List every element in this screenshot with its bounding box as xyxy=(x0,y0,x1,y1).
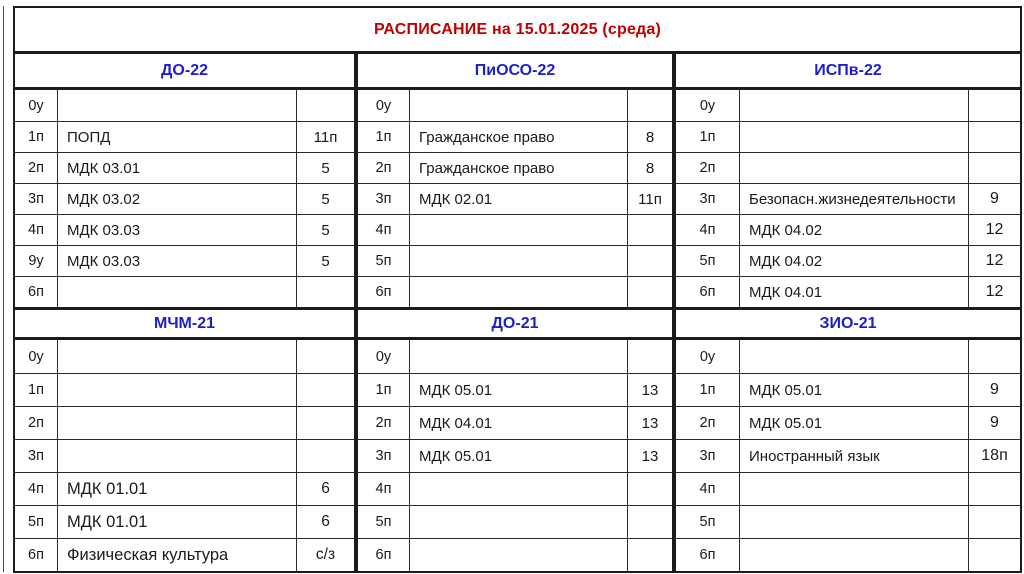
schedule-row xyxy=(358,472,672,505)
period-cell: 0у xyxy=(15,340,58,373)
room-cell: 5 xyxy=(321,252,330,270)
period-cell: 1п xyxy=(358,374,410,406)
subject-cell: МДК 05.01 xyxy=(740,407,969,439)
subject-cell xyxy=(740,473,969,505)
subject-cell xyxy=(58,374,297,406)
period-cell: 6п xyxy=(358,277,410,307)
subject-cell: МДК 04.01 xyxy=(410,407,628,439)
schedule-row xyxy=(676,276,1020,307)
schedule-row xyxy=(358,183,672,214)
subject-cell xyxy=(410,473,628,505)
group-column-ispv-22 xyxy=(672,54,1020,307)
room-cell: 5 xyxy=(321,221,330,239)
period-cell: 5п xyxy=(358,246,410,276)
period-cell: 3п xyxy=(676,440,740,472)
schedule-row xyxy=(15,276,354,307)
subject-cell xyxy=(740,122,969,152)
period-cell: 4п xyxy=(358,473,410,505)
room-cell: 11п xyxy=(313,128,338,146)
period-cell: 3п xyxy=(358,184,410,214)
subject-cell xyxy=(740,90,969,121)
subject-cell: ПОПД xyxy=(58,122,297,152)
schedule-row xyxy=(676,152,1020,183)
schedule-row xyxy=(15,439,354,472)
room-cell xyxy=(969,473,1020,505)
schedule-row xyxy=(15,183,354,214)
period-cell: 5п xyxy=(676,246,740,276)
period-cell: 1п xyxy=(676,122,740,152)
room-cell: 6 xyxy=(321,480,330,497)
subject-cell: МДК 03.02 xyxy=(58,184,297,214)
group-header xyxy=(676,54,1020,90)
schedule-row xyxy=(15,90,354,121)
schedule-row xyxy=(676,373,1020,406)
subject-cell xyxy=(740,506,969,538)
group-header xyxy=(15,54,354,90)
subject-cell: МДК 01.01 xyxy=(58,506,297,538)
schedule-row xyxy=(676,183,1020,214)
period-cell: 0у xyxy=(676,340,740,373)
period-cell: 0у xyxy=(676,90,740,121)
schedule-row xyxy=(676,472,1020,505)
schedule-row xyxy=(358,245,672,276)
subject-cell xyxy=(58,440,297,472)
title-row xyxy=(15,8,1020,54)
subject-cell xyxy=(410,506,628,538)
group-title: ДО-22 xyxy=(161,61,208,79)
schedule-row xyxy=(15,245,354,276)
period-cell: 2п xyxy=(358,407,410,439)
schedule-row xyxy=(676,214,1020,245)
room-cell xyxy=(969,539,1020,571)
period-cell: 3п xyxy=(15,184,58,214)
group-title: ЗИО-21 xyxy=(819,314,877,332)
room-cell xyxy=(628,90,672,121)
schedule-row xyxy=(676,538,1020,571)
room-cell xyxy=(628,340,672,373)
subject-cell: МДК 05.01 xyxy=(740,374,969,406)
group-title: ПиОСО-22 xyxy=(474,61,556,79)
period-cell: 1п xyxy=(15,122,58,152)
room-cell xyxy=(297,407,354,439)
period-cell: 3п xyxy=(676,184,740,214)
room-cell xyxy=(297,440,354,472)
schedule-row xyxy=(676,340,1020,373)
room-cell xyxy=(297,90,354,121)
period-cell: 5п xyxy=(15,506,58,538)
period-cell: 5п xyxy=(358,506,410,538)
group-header xyxy=(358,54,672,90)
period-cell: 4п xyxy=(676,473,740,505)
subject-cell xyxy=(410,340,628,373)
subject-cell xyxy=(410,539,628,571)
schedule-row xyxy=(15,152,354,183)
subject-cell xyxy=(410,277,628,307)
room-cell xyxy=(969,90,1020,121)
subject-cell: МДК 03.01 xyxy=(58,153,297,183)
period-cell: 4п xyxy=(15,215,58,245)
schedule-row xyxy=(676,121,1020,152)
schedule-row xyxy=(358,90,672,121)
period-cell: 6п xyxy=(15,277,58,307)
group-title: ИСПв-22 xyxy=(814,61,882,79)
subject-cell: МДК 04.02 xyxy=(740,246,969,276)
group-column-do-21 xyxy=(354,310,672,571)
schedule-table xyxy=(13,6,1022,573)
room-cell xyxy=(969,506,1020,538)
period-cell: 3п xyxy=(358,440,410,472)
subject-cell: МДК 05.01 xyxy=(410,374,628,406)
group-header xyxy=(676,310,1020,340)
group-rows xyxy=(358,340,672,571)
room-cell xyxy=(969,122,1020,152)
period-cell: 1п xyxy=(15,374,58,406)
group-rows xyxy=(676,90,1020,307)
page-title: РАСПИСАНИЕ на 15.01.2025 (среда) xyxy=(373,20,662,38)
schedule-row xyxy=(358,505,672,538)
subject-cell: МДК 03.03 xyxy=(58,215,297,245)
room-cell: 13 xyxy=(641,414,659,432)
schedule-row xyxy=(358,276,672,307)
subject-cell xyxy=(740,153,969,183)
period-cell: 2п xyxy=(358,153,410,183)
room-cell: 12 xyxy=(985,221,1004,238)
schedule-row xyxy=(15,406,354,439)
room-cell xyxy=(628,277,672,307)
period-cell: 1п xyxy=(676,374,740,406)
period-cell: 2п xyxy=(15,407,58,439)
period-cell: 6п xyxy=(676,539,740,571)
subject-cell: Гражданское право xyxy=(410,122,628,152)
subject-cell: МДК 04.02 xyxy=(740,215,969,245)
room-cell: 13 xyxy=(641,381,659,399)
group-header xyxy=(15,310,354,340)
room-cell xyxy=(628,506,672,538)
schedule-row xyxy=(676,245,1020,276)
period-cell: 6п xyxy=(358,539,410,571)
room-cell xyxy=(297,277,354,307)
room-cell: 18п xyxy=(981,447,1008,464)
group-rows xyxy=(15,340,354,571)
room-cell: 5 xyxy=(321,190,330,208)
schedule-row xyxy=(676,406,1020,439)
room-cell: 8 xyxy=(645,159,655,177)
period-cell: 5п xyxy=(676,506,740,538)
subject-cell xyxy=(410,90,628,121)
schedule-row xyxy=(15,214,354,245)
group-column-mchm-21 xyxy=(15,310,354,571)
schedule-row xyxy=(676,505,1020,538)
room-cell: 9 xyxy=(990,381,999,398)
schedule-row xyxy=(15,340,354,373)
schedule-row xyxy=(676,439,1020,472)
subject-cell: МДК 03.03 xyxy=(58,246,297,276)
group-header xyxy=(358,310,672,340)
room-cell xyxy=(969,340,1020,373)
subject-cell: Физическая культура xyxy=(58,539,297,571)
room-cell xyxy=(628,473,672,505)
room-cell: с/з xyxy=(315,546,336,563)
period-cell: 4п xyxy=(358,215,410,245)
period-cell: 3п xyxy=(15,440,58,472)
room-cell xyxy=(969,153,1020,183)
group-column-zio-21 xyxy=(672,310,1020,571)
schedule-band-bottom xyxy=(15,307,1020,571)
schedule-row xyxy=(15,538,354,571)
room-cell: 6 xyxy=(321,513,330,530)
schedule-row xyxy=(15,373,354,406)
period-cell: 0у xyxy=(15,90,58,121)
subject-cell: МДК 05.01 xyxy=(410,440,628,472)
schedule-row xyxy=(358,406,672,439)
room-cell: 12 xyxy=(985,252,1004,269)
period-cell: 9у xyxy=(15,246,58,276)
schedule-row xyxy=(358,373,672,406)
group-title: МЧМ-21 xyxy=(153,314,216,332)
period-cell: 0у xyxy=(358,340,410,373)
group-rows xyxy=(15,90,354,307)
schedule-row xyxy=(358,439,672,472)
room-cell xyxy=(628,246,672,276)
room-cell: 8 xyxy=(645,128,655,146)
group-title: ДО-21 xyxy=(491,314,539,332)
room-cell: 5 xyxy=(321,159,330,177)
schedule-row xyxy=(15,472,354,505)
schedule-row xyxy=(358,214,672,245)
group-rows xyxy=(358,90,672,307)
schedule-row xyxy=(15,505,354,538)
period-cell: 1п xyxy=(358,122,410,152)
room-cell xyxy=(628,215,672,245)
subject-cell xyxy=(740,539,969,571)
room-cell xyxy=(628,539,672,571)
page-edge-line xyxy=(3,6,4,572)
subject-cell: МДК 01.01 xyxy=(58,473,297,505)
subject-cell: МДК 02.01 xyxy=(410,184,628,214)
subject-cell: Безопасн.жизнедеятельности xyxy=(740,184,969,214)
room-cell: 9 xyxy=(990,190,999,207)
subject-cell xyxy=(58,90,297,121)
room-cell xyxy=(297,374,354,406)
period-cell: 6п xyxy=(676,277,740,307)
subject-cell xyxy=(58,407,297,439)
subject-cell: Гражданское право xyxy=(410,153,628,183)
group-rows xyxy=(676,340,1020,571)
room-cell: 13 xyxy=(641,447,659,465)
subject-cell xyxy=(58,340,297,373)
schedule-row xyxy=(676,90,1020,121)
subject-cell xyxy=(410,246,628,276)
schedule-band-top xyxy=(15,54,1020,307)
group-column-pioso-22 xyxy=(354,54,672,307)
period-cell: 4п xyxy=(15,473,58,505)
subject-cell xyxy=(410,215,628,245)
schedule-row xyxy=(358,152,672,183)
period-cell: 4п xyxy=(676,215,740,245)
room-cell xyxy=(297,340,354,373)
room-cell: 9 xyxy=(990,414,999,431)
period-cell: 2п xyxy=(676,153,740,183)
schedule-row xyxy=(358,538,672,571)
subject-cell: МДК 04.01 xyxy=(740,277,969,307)
room-cell: 12 xyxy=(985,283,1004,300)
period-cell: 0у xyxy=(358,90,410,121)
schedule-row xyxy=(358,121,672,152)
period-cell: 2п xyxy=(15,153,58,183)
group-column-do-22 xyxy=(15,54,354,307)
room-cell: 11п xyxy=(638,190,662,208)
subject-cell xyxy=(740,340,969,373)
subject-cell: Иностранный язык xyxy=(740,440,969,472)
schedule-row xyxy=(358,340,672,373)
schedule-row xyxy=(15,121,354,152)
period-cell: 6п xyxy=(15,539,58,571)
subject-cell xyxy=(58,277,297,307)
period-cell: 2п xyxy=(676,407,740,439)
